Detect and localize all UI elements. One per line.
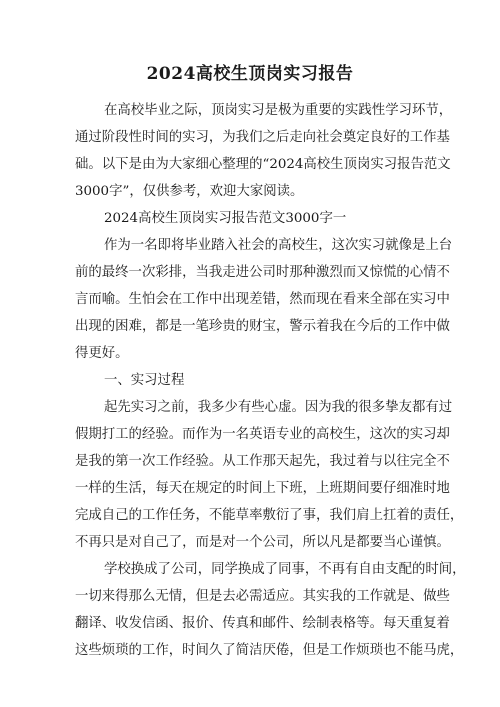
document-title: 2024高校生顶岗实习报告 [146,64,354,84]
paragraph-line: 础。以下是由为大家细心整理的“2024高校生顶岗实习报告范文 [75,157,451,172]
paragraph-line: 作为一名即将毕业踏入社会的高校生，这次实习就像是上台 [104,238,453,253]
section-subtitle: 2024高校生顶岗实习报告范文3000字一 [104,211,347,226]
paragraph-line: 出现的困难，都是一笔珍贵的财宝，警示着我在今后的工作中做 [75,319,450,334]
paragraph-line: 得更好。 [75,346,129,361]
paragraph-line: 在高校毕业之际，顶岗实习是极为重要的实践性学习环节， [104,103,453,118]
paragraph-line: 完成自己的工作任务，不能草率敷衍了事，我们肩上扛着的责任， [75,508,464,523]
paragraph-line: 言而喻。生怕会在工作中出现差错，然而现在看来全部在实习中 [75,292,450,307]
paragraph-line: 一切来得那么无情，但是去必需适应。其实我的工作就是、做些 [75,589,450,604]
paragraph-line: 这些烦琐的工作，时间久了简洁厌倦，但是工作烦琐也不能马虎， [75,643,464,658]
paragraph-line: 前的最终一次彩排，当我走进公司时那种激烈而又惊慌的心情不 [75,265,450,280]
paragraph-line: 不再只是对自己了，而是对一个公司，所以凡是都要当心谨慎。 [75,535,450,550]
paragraph-line: 通过阶段性时间的实习，为我们之后走向社会奠定良好的工作基 [75,130,450,145]
paragraph-line: 学校换成了公司，同学换成了同事，不再有自由支配的时间， [104,562,466,577]
paragraph-line: 起先实习之前，我多少有些心虚。因为我的很多挚友都有过 [104,400,453,415]
paragraph-line: 是我的第一次工作经验。从工作那天起先，我过着与以往完全不 [75,454,450,469]
paragraph-line: 翻译、收发信函、报价、传真和邮件、绘制表格等。每天重复着 [75,616,450,631]
section-heading: 一、实习过程 [104,373,185,388]
paragraph-line: 假期打工的经验。而作为一名英语专业的高校生，这次的实习却 [75,427,450,442]
paragraph-line: 3000字”，仅供参考，欢迎大家阅读。 [75,184,304,199]
paragraph-line: 一样的生活，每天在规定的时间上下班，上班期间要仔细准时地 [75,481,450,496]
